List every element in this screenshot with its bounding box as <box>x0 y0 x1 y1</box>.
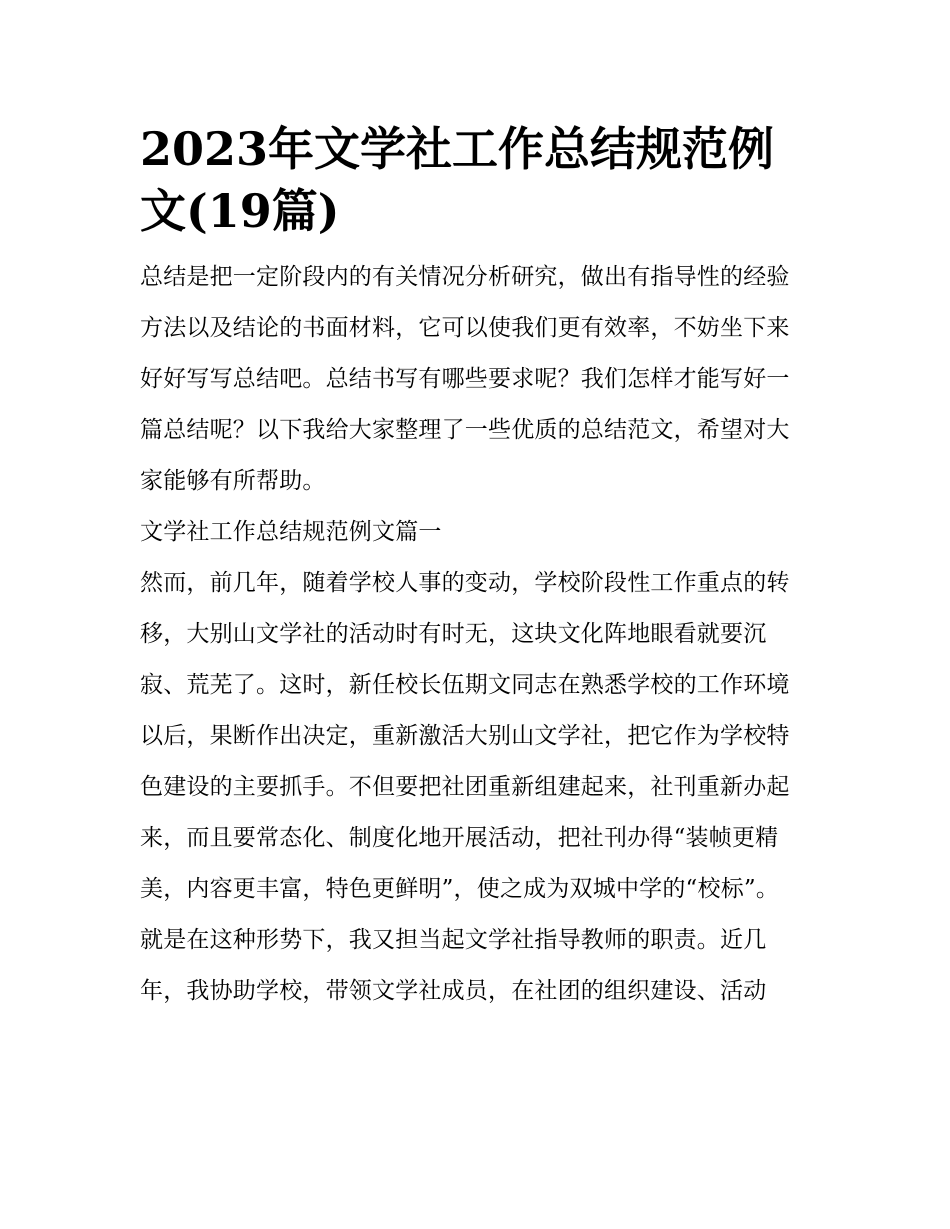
intro-paragraph: 总结是把一定阶段内的有关情况分析研究，做出有指导性的经验方法以及结论的书面材料，它可以使我们更有效率，不妨坐下来好好写写总结吧。总结书写有哪些要求呢？我们怎样才能写好一篇总结呢？以下我给大家整理了一些优质的总结范文，希望对大家能够有所帮助。 <box>140 264 790 494</box>
body-paragraph-2: 就是在这种形势下，我又担当起文学社指导教师的职责。近几年，我协助学校，带领文学社成员，在社团的组织建设、活动 <box>140 927 767 1004</box>
body-paragraph-1: 然而，前几年，随着学校人事的变动，学校阶段性工作重点的转移，大别山文学社的活动时有时无，这块文化阵地眼看就要沉寂、荒芜了。这时，新任校长伍期文同志在熟悉学校的工作环境以后，果断作出决定，重新激活大别山文学社，把它作为学校特色建设的主要抓手。不但要把社团重新组建起来，社刊重新办起来，而且要常态化、制度化地开展活动，把社刊办得“装帧更精美，内容更丰富，特色更鲜明”，使之成为双城中学的“校标”。 <box>140 570 790 902</box>
section-heading: 文学社工作总结规范例文篇一 <box>140 519 442 545</box>
document-title: 2023年文学社工作总结规范例文(19篇) <box>140 122 775 238</box>
document-page <box>140 118 812 1017</box>
